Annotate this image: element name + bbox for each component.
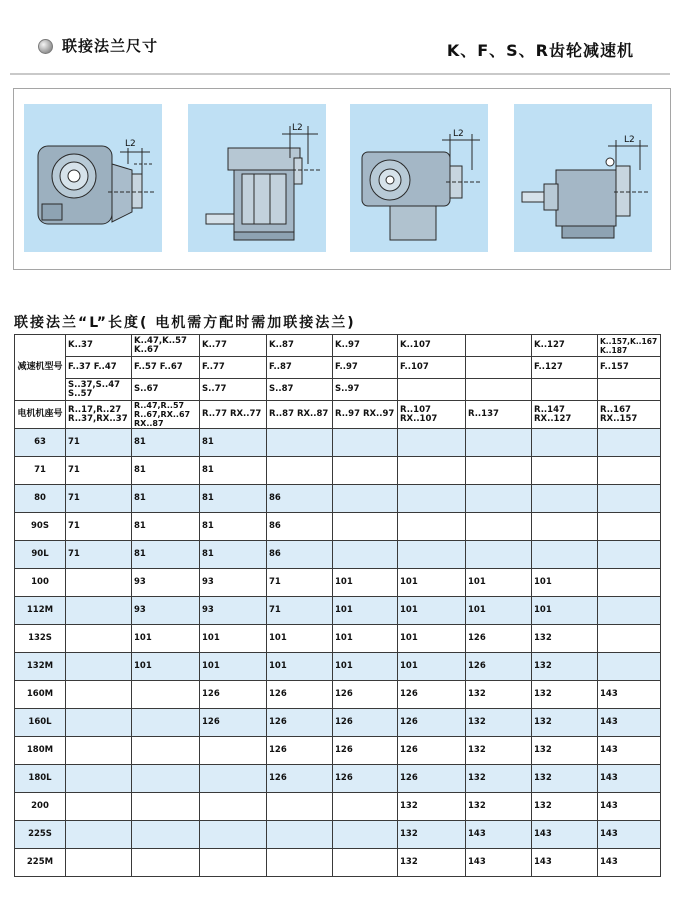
length-cell: 143 bbox=[466, 821, 532, 849]
length-cell: 143 bbox=[598, 793, 661, 821]
header-cell: F..77 bbox=[200, 357, 267, 379]
length-cell: 126 bbox=[267, 765, 333, 793]
header-cell: S..97 bbox=[333, 379, 398, 401]
length-cell: 101 bbox=[200, 625, 267, 653]
length-cell: 101 bbox=[532, 569, 598, 597]
header-cell bbox=[466, 335, 532, 357]
length-cell: 101 bbox=[200, 653, 267, 681]
length-cell bbox=[466, 457, 532, 485]
length-cell: 71 bbox=[66, 457, 132, 485]
length-cell: 126 bbox=[267, 681, 333, 709]
motor-frame-cell: 180L bbox=[15, 765, 66, 793]
length-cell: 126 bbox=[200, 681, 267, 709]
length-cell: 101 bbox=[532, 597, 598, 625]
length-cell: 71 bbox=[267, 569, 333, 597]
length-cell bbox=[598, 541, 661, 569]
length-cell bbox=[598, 653, 661, 681]
length-cell: 86 bbox=[267, 541, 333, 569]
length-cell: 126 bbox=[200, 709, 267, 737]
length-cell bbox=[267, 429, 333, 457]
header-cell: S..67 bbox=[132, 379, 200, 401]
length-cell bbox=[267, 821, 333, 849]
length-cell: 143 bbox=[532, 849, 598, 877]
length-cell: 126 bbox=[333, 681, 398, 709]
length-cell: 101 bbox=[466, 597, 532, 625]
table-row bbox=[15, 569, 661, 597]
length-cell bbox=[66, 821, 132, 849]
motor-frame-cell: 225M bbox=[15, 849, 66, 877]
length-cell: 132 bbox=[398, 793, 466, 821]
length-cell bbox=[66, 597, 132, 625]
table-row bbox=[15, 625, 661, 653]
k-gearmotor-front-view-icon bbox=[24, 104, 162, 252]
length-cell: 143 bbox=[598, 681, 661, 709]
length-cell: 126 bbox=[267, 709, 333, 737]
header-cell: K..107 bbox=[398, 335, 466, 357]
length-cell: 81 bbox=[200, 541, 267, 569]
table-row bbox=[15, 681, 661, 709]
length-cell bbox=[398, 457, 466, 485]
header-cell: R..87 RX..87 bbox=[267, 401, 333, 429]
length-cell bbox=[333, 457, 398, 485]
header-cell: R..147 RX..127 bbox=[532, 401, 598, 429]
header-cell: F..37 F..47 bbox=[66, 357, 132, 379]
motor-frame-cell: 200 bbox=[15, 793, 66, 821]
length-cell: 126 bbox=[267, 737, 333, 765]
page-header bbox=[0, 0, 694, 75]
length-cell: 101 bbox=[267, 653, 333, 681]
length-cell: 101 bbox=[333, 597, 398, 625]
length-cell: 143 bbox=[466, 849, 532, 877]
length-cell: 101 bbox=[398, 625, 466, 653]
length-cell bbox=[333, 793, 398, 821]
length-cell bbox=[132, 793, 200, 821]
length-cell bbox=[333, 541, 398, 569]
motor-frame-cell: 132M bbox=[15, 653, 66, 681]
header-cell: F..127 bbox=[532, 357, 598, 379]
length-cell: 126 bbox=[398, 765, 466, 793]
length-cell bbox=[66, 765, 132, 793]
length-cell: 101 bbox=[398, 569, 466, 597]
length-cell: 81 bbox=[132, 457, 200, 485]
table-body bbox=[15, 429, 661, 877]
r-gearmotor-view-icon bbox=[514, 104, 652, 252]
length-cell bbox=[267, 793, 333, 821]
length-cell bbox=[333, 513, 398, 541]
length-cell bbox=[398, 513, 466, 541]
header-cell: R..167 RX..157 bbox=[598, 401, 661, 429]
length-cell: 101 bbox=[333, 653, 398, 681]
length-cell bbox=[466, 541, 532, 569]
length-cell: 101 bbox=[466, 569, 532, 597]
header-cell bbox=[532, 379, 598, 401]
length-cell bbox=[598, 485, 661, 513]
length-cell: 101 bbox=[132, 653, 200, 681]
figure-label: L2 bbox=[125, 139, 136, 149]
length-cell: 71 bbox=[66, 541, 132, 569]
length-cell bbox=[466, 513, 532, 541]
length-cell bbox=[66, 709, 132, 737]
length-cell bbox=[132, 821, 200, 849]
figure-label: L2 bbox=[624, 135, 635, 145]
header-cell: F..87 bbox=[267, 357, 333, 379]
table-row bbox=[15, 541, 661, 569]
length-cell: 71 bbox=[66, 513, 132, 541]
length-cell bbox=[267, 457, 333, 485]
header-cell: F..157 bbox=[598, 357, 661, 379]
length-cell: 81 bbox=[132, 485, 200, 513]
motor-frame-cell: 63 bbox=[15, 429, 66, 457]
length-cell: 143 bbox=[598, 821, 661, 849]
figure-k-side bbox=[188, 104, 326, 252]
table-row bbox=[15, 821, 661, 849]
length-cell: 132 bbox=[532, 793, 598, 821]
length-cell bbox=[333, 849, 398, 877]
s-gearmotor-view-icon bbox=[350, 104, 488, 252]
length-cell: 132 bbox=[466, 737, 532, 765]
length-cell bbox=[66, 793, 132, 821]
length-cell: 143 bbox=[532, 821, 598, 849]
length-cell: 126 bbox=[466, 625, 532, 653]
header-cell: K..37 bbox=[66, 335, 132, 357]
length-cell bbox=[466, 429, 532, 457]
length-cell bbox=[132, 681, 200, 709]
length-cell: 132 bbox=[532, 625, 598, 653]
length-cell bbox=[398, 485, 466, 513]
header-cell bbox=[398, 379, 466, 401]
header-cell: R..77 RX..77 bbox=[200, 401, 267, 429]
motor-frame-cell: 112M bbox=[15, 597, 66, 625]
length-cell bbox=[398, 429, 466, 457]
motor-frame-cell: 100 bbox=[15, 569, 66, 597]
motor-frame-cell: 132S bbox=[15, 625, 66, 653]
length-cell: 126 bbox=[333, 765, 398, 793]
table-row bbox=[15, 457, 661, 485]
length-cell bbox=[66, 681, 132, 709]
length-cell: 143 bbox=[598, 737, 661, 765]
header-cell: K..87 bbox=[267, 335, 333, 357]
length-cell: 101 bbox=[333, 625, 398, 653]
length-cell bbox=[132, 737, 200, 765]
figure-r bbox=[514, 104, 652, 252]
length-cell bbox=[66, 653, 132, 681]
header-cell: R..137 bbox=[466, 401, 532, 429]
length-cell: 93 bbox=[132, 569, 200, 597]
length-cell bbox=[132, 849, 200, 877]
length-cell bbox=[532, 485, 598, 513]
table-title: 联接法兰“L”长度( 电机需方配时需加联接法兰) bbox=[14, 315, 356, 331]
length-cell: 143 bbox=[598, 709, 661, 737]
length-cell: 81 bbox=[200, 485, 267, 513]
length-cell: 132 bbox=[532, 737, 598, 765]
length-cell: 93 bbox=[200, 569, 267, 597]
length-cell: 86 bbox=[267, 485, 333, 513]
length-cell: 93 bbox=[132, 597, 200, 625]
header-cell: F..97 bbox=[333, 357, 398, 379]
table-row bbox=[15, 709, 661, 737]
length-cell bbox=[200, 821, 267, 849]
length-cell: 132 bbox=[532, 653, 598, 681]
flange-length-table bbox=[14, 334, 661, 877]
length-cell bbox=[333, 429, 398, 457]
length-cell: 81 bbox=[132, 541, 200, 569]
table-row bbox=[15, 849, 661, 877]
length-cell: 93 bbox=[200, 597, 267, 625]
motor-frame-cell: 160M bbox=[15, 681, 66, 709]
motor-frame-cell: 71 bbox=[15, 457, 66, 485]
table-row bbox=[15, 765, 661, 793]
length-cell bbox=[398, 541, 466, 569]
bullet-icon bbox=[38, 39, 53, 54]
header-cell bbox=[466, 379, 532, 401]
header-cell: S..77 bbox=[200, 379, 267, 401]
length-cell: 126 bbox=[333, 709, 398, 737]
length-cell bbox=[598, 457, 661, 485]
motor-frame-cell: 160L bbox=[15, 709, 66, 737]
length-cell bbox=[200, 793, 267, 821]
header-cell: R..97 RX..97 bbox=[333, 401, 398, 429]
length-cell bbox=[66, 849, 132, 877]
length-cell bbox=[532, 541, 598, 569]
section-title: 联接法兰尺寸 bbox=[62, 37, 159, 55]
length-cell: 132 bbox=[398, 821, 466, 849]
length-cell bbox=[200, 765, 267, 793]
length-cell bbox=[200, 849, 267, 877]
length-cell: 132 bbox=[466, 681, 532, 709]
length-cell: 132 bbox=[398, 849, 466, 877]
length-cell: 126 bbox=[398, 681, 466, 709]
length-cell: 81 bbox=[132, 429, 200, 457]
length-cell: 126 bbox=[333, 737, 398, 765]
header-cell: R..107 RX..107 bbox=[398, 401, 466, 429]
length-cell: 86 bbox=[267, 513, 333, 541]
length-cell: 81 bbox=[200, 429, 267, 457]
length-cell bbox=[532, 513, 598, 541]
length-cell bbox=[598, 569, 661, 597]
length-cell: 126 bbox=[398, 737, 466, 765]
length-cell: 143 bbox=[598, 849, 661, 877]
length-cell bbox=[66, 737, 132, 765]
length-cell bbox=[66, 569, 132, 597]
length-cell bbox=[532, 457, 598, 485]
length-cell: 71 bbox=[66, 485, 132, 513]
header-cell: R..17,R..27 R..37,RX..37 bbox=[66, 401, 132, 429]
figure-panel bbox=[13, 88, 671, 270]
motor-frame-cell: 225S bbox=[15, 821, 66, 849]
length-cell: 101 bbox=[398, 653, 466, 681]
length-cell bbox=[66, 625, 132, 653]
length-cell: 81 bbox=[132, 513, 200, 541]
length-cell: 81 bbox=[200, 513, 267, 541]
header-divider bbox=[10, 73, 670, 75]
figure-label: L2 bbox=[292, 123, 303, 133]
header-cell: S..37,S..47 S..57 bbox=[66, 379, 132, 401]
header-cell: S..87 bbox=[267, 379, 333, 401]
length-cell bbox=[598, 625, 661, 653]
length-cell: 143 bbox=[598, 765, 661, 793]
length-cell: 132 bbox=[466, 793, 532, 821]
length-cell: 132 bbox=[532, 765, 598, 793]
table-row bbox=[15, 597, 661, 625]
figure-s bbox=[350, 104, 488, 252]
header-cell bbox=[598, 379, 661, 401]
k-gearmotor-side-view-icon bbox=[188, 104, 326, 252]
length-cell: 126 bbox=[398, 709, 466, 737]
header-cell: K..157,K..167 K..187 bbox=[598, 335, 661, 357]
length-cell bbox=[333, 485, 398, 513]
motor-frame-cell: 90S bbox=[15, 513, 66, 541]
figure-k-front bbox=[24, 104, 162, 252]
header-cell: K..47,K..57 K..67 bbox=[132, 335, 200, 357]
length-cell: 132 bbox=[532, 709, 598, 737]
header-cell: F..107 bbox=[398, 357, 466, 379]
length-cell: 101 bbox=[398, 597, 466, 625]
length-cell: 71 bbox=[267, 597, 333, 625]
length-cell bbox=[333, 821, 398, 849]
length-cell bbox=[532, 429, 598, 457]
table-row bbox=[15, 653, 661, 681]
motor-frame-cell: 80 bbox=[15, 485, 66, 513]
header-cell: R..47,R..57 R..67,RX..67 RX..87 bbox=[132, 401, 200, 429]
length-cell: 126 bbox=[466, 653, 532, 681]
length-cell: 101 bbox=[267, 625, 333, 653]
length-cell bbox=[132, 765, 200, 793]
table-row bbox=[15, 429, 661, 457]
product-title: K、F、S、R齿轮减速机 bbox=[446, 41, 634, 60]
length-cell bbox=[598, 429, 661, 457]
header-cell bbox=[466, 357, 532, 379]
header-cell: K..127 bbox=[532, 335, 598, 357]
table-row bbox=[15, 513, 661, 541]
length-cell: 132 bbox=[466, 709, 532, 737]
length-cell: 132 bbox=[466, 765, 532, 793]
table-row bbox=[15, 737, 661, 765]
length-cell bbox=[200, 737, 267, 765]
table-row bbox=[15, 793, 661, 821]
table-row bbox=[15, 485, 661, 513]
header-cell: F..57 F..67 bbox=[132, 357, 200, 379]
length-cell bbox=[466, 485, 532, 513]
length-cell: 132 bbox=[532, 681, 598, 709]
corner-top: 减速机型号 bbox=[15, 335, 66, 401]
figure-label: L2 bbox=[453, 129, 464, 139]
motor-frame-cell: 180M bbox=[15, 737, 66, 765]
motor-frame-cell: 90L bbox=[15, 541, 66, 569]
length-cell bbox=[267, 849, 333, 877]
length-cell bbox=[132, 709, 200, 737]
corner-bottom: 电机机座号 bbox=[15, 401, 66, 429]
length-cell: 71 bbox=[66, 429, 132, 457]
length-cell bbox=[598, 513, 661, 541]
length-cell bbox=[598, 597, 661, 625]
length-cell: 81 bbox=[200, 457, 267, 485]
header-cell: K..77 bbox=[200, 335, 267, 357]
length-cell: 101 bbox=[333, 569, 398, 597]
length-cell: 101 bbox=[132, 625, 200, 653]
header-cell: K..97 bbox=[333, 335, 398, 357]
